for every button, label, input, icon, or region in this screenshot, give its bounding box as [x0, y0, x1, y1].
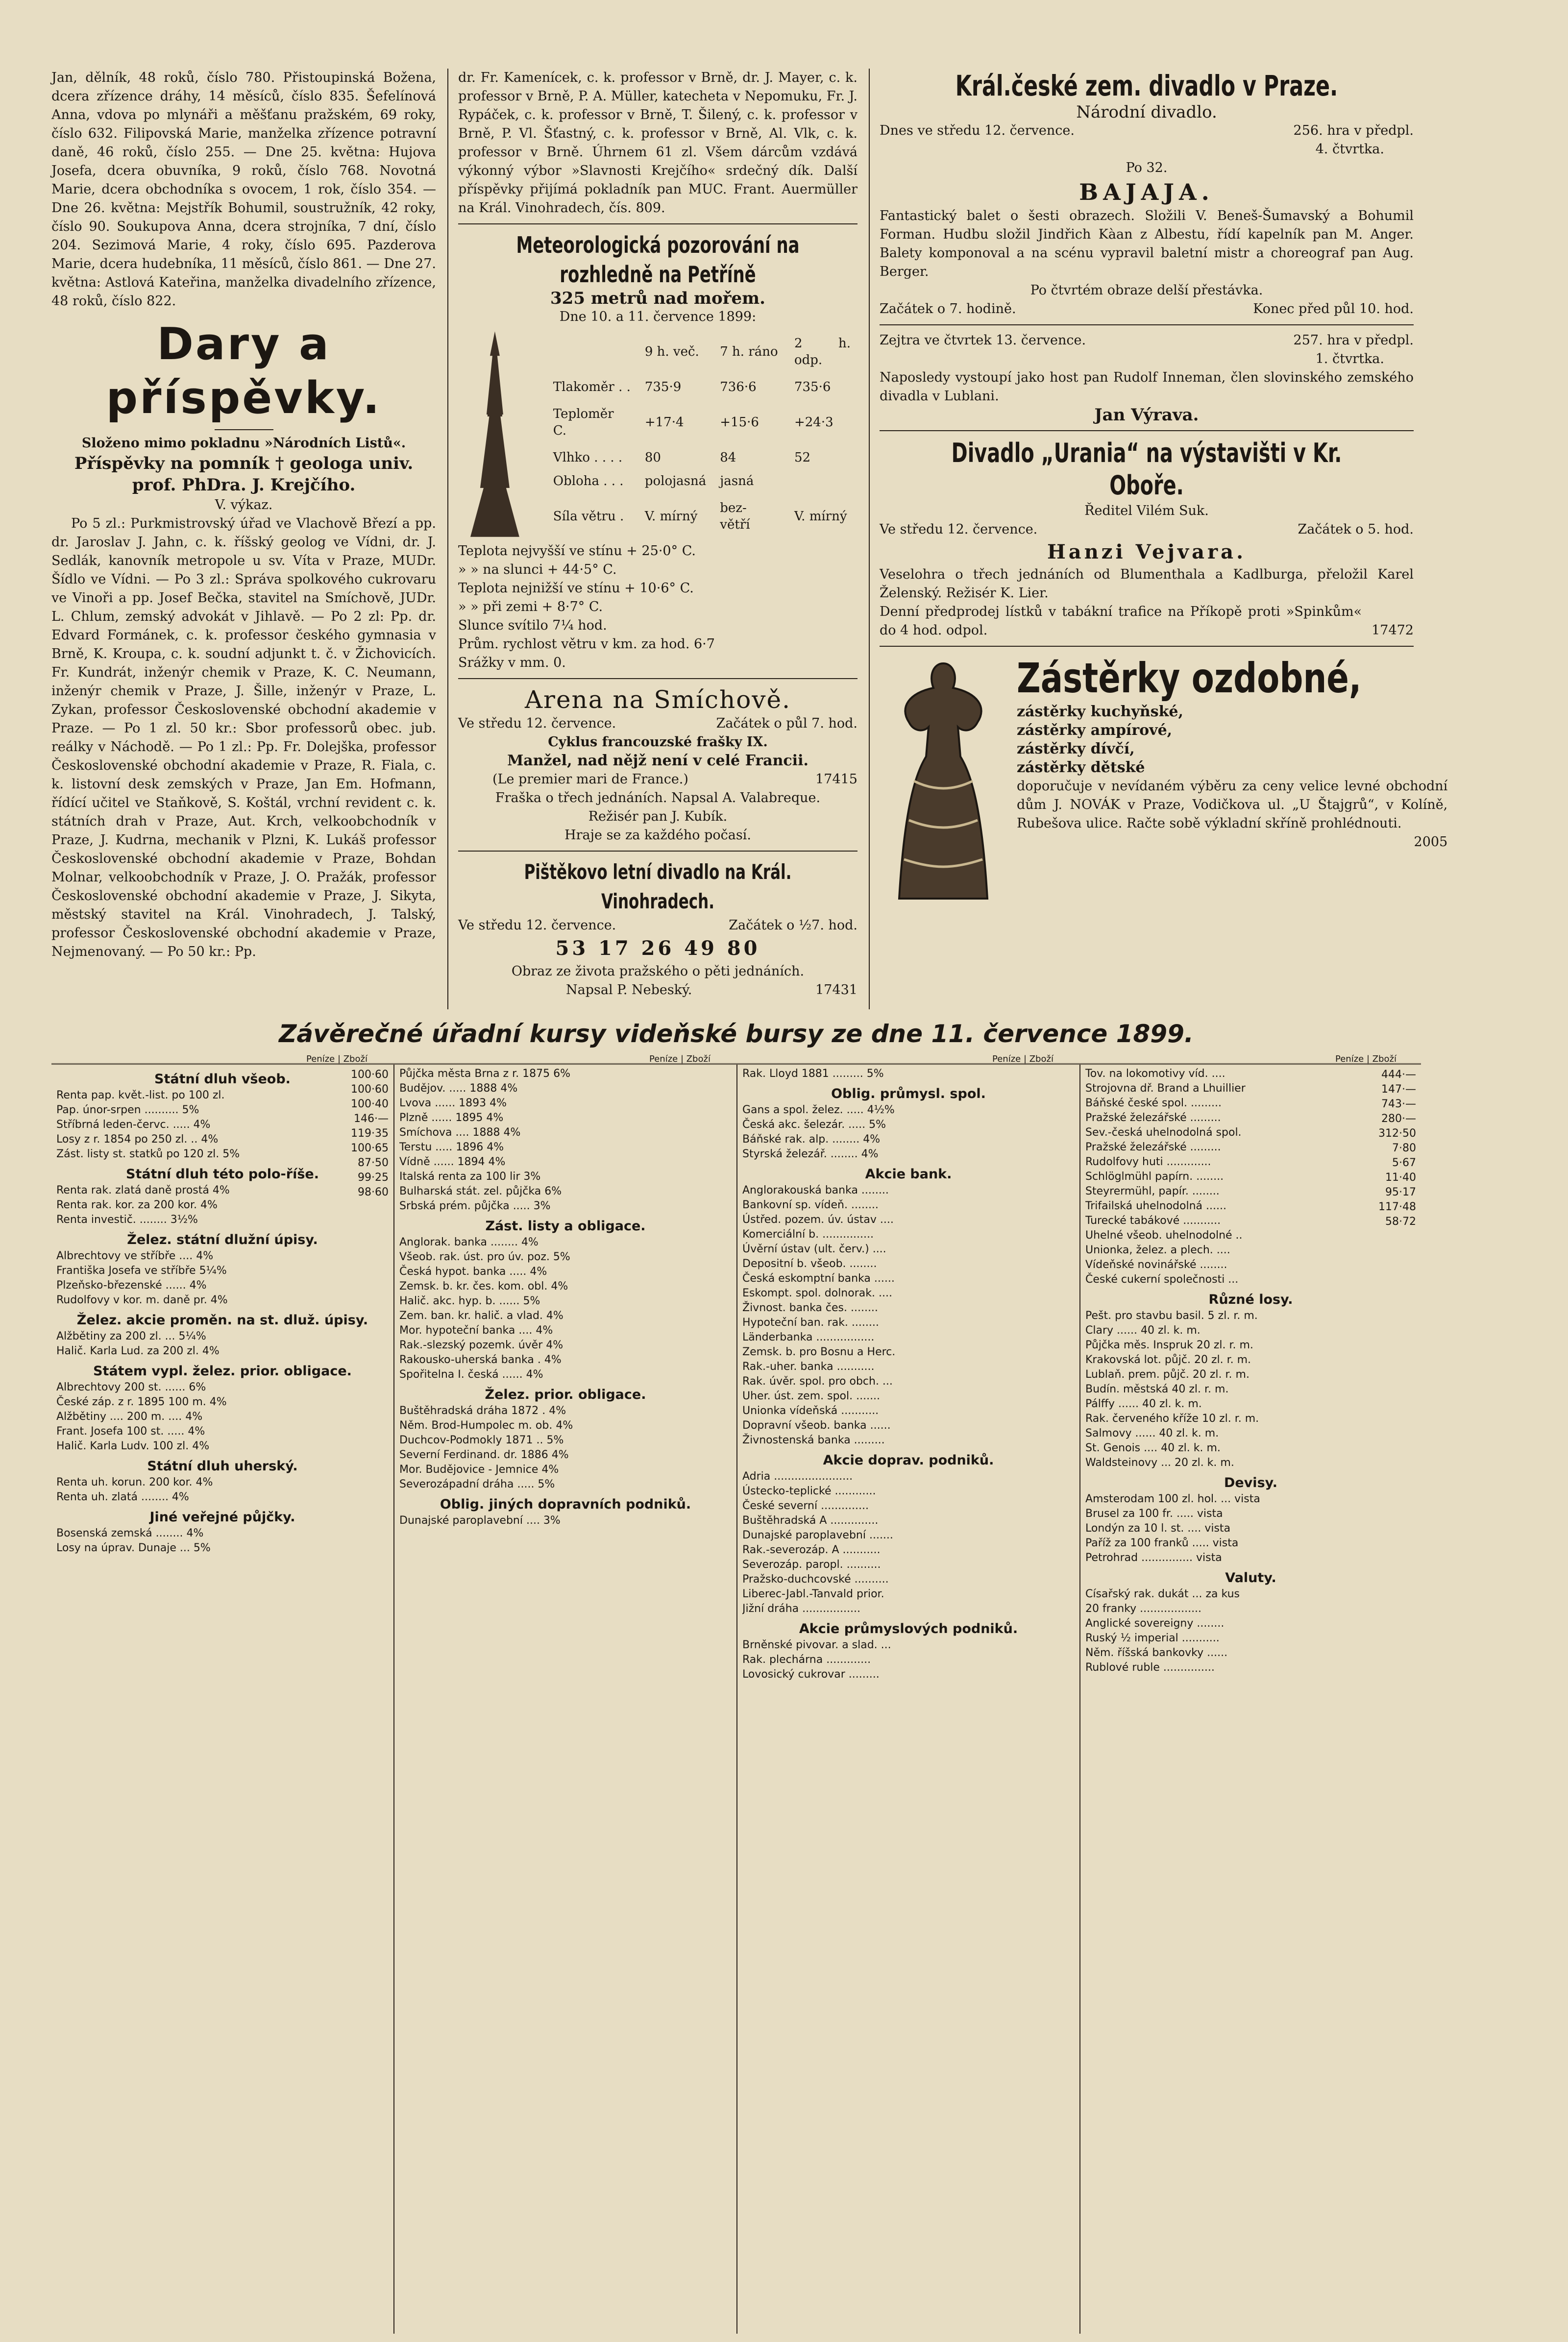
nd2-performance: 257. hra v předpl.: [1293, 333, 1414, 348]
exchange-row: České severní ..............: [742, 1500, 869, 1512]
exchange-column-1: [51, 1054, 394, 2334]
exchange-row: Severní Ferdinand. dr. 1886 4%: [399, 1449, 569, 1461]
exchange-title: Závěrečné úřadní kursy videňské bursy ze dne 11. července 1899.: [279, 1020, 1194, 1048]
exchange-row: Jižní dráha .................: [742, 1603, 860, 1615]
meteo-value: jasná: [720, 474, 754, 488]
meteo-value: 735·6: [794, 380, 831, 394]
arena-play: Manžel, nad nějž není v celé Francii.: [507, 752, 808, 769]
nd-start: Začátek o 7. hodině.: [880, 301, 1016, 317]
exchange-section-heading: Želez. akcie proměn. na st. dluž. úpisy.: [76, 1313, 368, 1328]
exchange-row: Rudolfovy v kor. m. daně pr. 4%: [56, 1294, 228, 1306]
national-theatre-title: Král.české zem. divadlo v Praze.: [955, 69, 1338, 102]
exchange-section-heading: Státní dluh této polo-říše.: [126, 1167, 319, 1182]
exchange-row: Sev.-česká uhelnodolná spol.: [1085, 1126, 1242, 1139]
divider: [880, 430, 1414, 431]
exchange-row: Dopravní všeob. banka ......: [742, 1419, 891, 1432]
exchange-row: Dunajské paroplavební .... 3%: [399, 1514, 561, 1527]
column-1: [51, 69, 436, 961]
exchange-row: Lublaň. prem. půjč. 20 zl. r. m.: [1085, 1368, 1250, 1381]
nd-po: Po 32.: [1126, 160, 1168, 175]
meteo-value: +15·6: [720, 415, 759, 430]
exchange-row: Renta rak. kor. za 200 kor. 4%: [56, 1199, 218, 1211]
price-value: 95·17: [1385, 1186, 1416, 1198]
pistek-play: Obraz ze života pražského o pěti jednáních.: [511, 964, 805, 979]
exchange-row: Duchcov-Podmokly 1871 .. 5%: [399, 1434, 564, 1446]
price-column: [1378, 1068, 1416, 1229]
exchange-row: Unionka vídeňská ...........: [742, 1405, 879, 1417]
meteo-note: Slunce svítilo 7¼ hod.: [458, 618, 607, 633]
divider: [458, 851, 858, 852]
nd-end: Konec před půl 10. hod.: [1253, 301, 1414, 317]
exchange-row: Česká akc. šelezár. ..... 5%: [742, 1119, 886, 1131]
exchange-section-heading: Oblig. jiných dopravních podniků.: [440, 1497, 691, 1512]
urania-description: Veselohra o třech jednáních od Blumenthala a Kadlburga, přeložil Karel Želenský. Režisér K. Lier.: [880, 567, 1414, 601]
divider: [458, 678, 858, 679]
price-value: 444·—: [1381, 1069, 1416, 1081]
exchange-row: Plzeňsko-březenské ...... 4%: [56, 1279, 207, 1292]
exchange-row: Schlöglmühl papírn. ........: [1085, 1171, 1224, 1183]
meteo-value: +24·3: [794, 415, 833, 430]
exchange-row: Severozáp. paropl. ..........: [742, 1559, 881, 1571]
price-value: 11·40: [1385, 1171, 1416, 1184]
nd-play: BAJAJA.: [1079, 179, 1214, 205]
exchange-row: Renta uh. zlatá ........ 4%: [56, 1491, 189, 1503]
meteo-row: [546, 375, 858, 399]
exchange-row: Rudolfovy huti .............: [1085, 1156, 1211, 1168]
ad-line: zástěrky ampírové,: [1017, 722, 1173, 739]
arena-cycle: Cyklus francouzské frašky IX.: [548, 734, 768, 750]
exchange-row: Renta rak. zlatá daně prostá 4%: [56, 1184, 230, 1196]
exchange-row: Clary ...... 40 zl. k. m.: [1085, 1324, 1200, 1337]
meteo-row: [546, 493, 858, 540]
pistek-author: Napsal P. Nebeský.: [566, 982, 692, 998]
exchange-row: Halič. Karla Ludv. 100 zl. 4%: [56, 1440, 210, 1452]
exchange-row: Rublové ruble ...............: [1085, 1661, 1215, 1674]
ad-text: doporučuje v nevídaném výběru za ceny velice levné obchodní dům J. NOVÁK v Praze, Vodičkova ul. „U Štajgrů“, v Kolíně, Rubešova ulice. Račte sobě výkladní skříně prohlédnouti.: [1017, 779, 1448, 831]
exchange-row: Srbská prém. půjčka ..... 3%: [399, 1200, 551, 1212]
exchange-row: Rak. červeného kříže 10 zl. r. m.: [1085, 1413, 1259, 1425]
meteo-note: Teplota nejnižší ve stínu + 10·6° C.: [458, 581, 694, 596]
exchange-row: Ústřed. pozem. úv. ústav ....: [742, 1214, 894, 1226]
urania-number: 17472: [1372, 623, 1414, 638]
exchange-row: Alžbětiny .... 200 m. .... 4%: [56, 1411, 203, 1423]
exchange-row: Pražsko-duchcovské ..........: [742, 1573, 889, 1586]
exchange-row: Tov. na lokomotivy víd. ....: [1085, 1068, 1225, 1080]
exchange-row: Uher. úst. zem. spol. .......: [742, 1390, 881, 1402]
column-header-money: Peníze | Zboží: [649, 1054, 710, 1064]
meteo-value: +17·4: [644, 415, 684, 430]
exchange-row: Bankovní sp. vídeň. ........: [742, 1199, 879, 1211]
exchange-row: Rak. úvěr. spol. pro obch. ...: [742, 1375, 893, 1388]
exchange-row: Brusel za 100 fr. ..... vista: [1085, 1508, 1223, 1520]
nd-description: Fantastický balet o šesti obrazech. Složili V. Beneš-Šumavský a Bohumil Forman. Hudbu složil Jindřich Kàan z Albestu, řídí kapelník pan M. Anger. Balety komponoval a na scénu vypravil baletní mistr a choreograf pan Aug. Berger.: [880, 208, 1414, 279]
nd-date: Dnes ve středu 12. července.: [880, 123, 1075, 138]
exchange-section-heading: Valuty.: [1225, 1570, 1276, 1586]
exchange-row: Steyrermühl, papír. ........: [1085, 1185, 1220, 1197]
exchange-row: Zást. listy st. statků po 120 zl. 5%: [56, 1148, 240, 1160]
exchange-row: Mor. hypoteční banka .... 4%: [399, 1324, 553, 1337]
exchange-row: Losy z r. 1854 po 250 zl. .. 4%: [56, 1133, 219, 1146]
exchange-row: Halič. akc. hyp. b. ...... 5%: [399, 1295, 540, 1307]
exchange-row: Renta investič. ........ 3½%: [56, 1214, 198, 1226]
urania-director: Ředitel Vilém Suk.: [1084, 503, 1209, 518]
arena-date: Ve středu 12. července.: [458, 716, 616, 731]
exchange-row: Italská renta za 100 lir 3%: [399, 1171, 541, 1183]
meteo-note: Prům. rychlost větru v km. za hod. 6·7: [458, 636, 715, 652]
exchange-row: Rak.-slezský pozemk. úvěr 4%: [399, 1339, 564, 1351]
meteo-col-head: 2 h. odp.: [794, 336, 851, 367]
nd2-play: Jan Výrava.: [1094, 405, 1199, 425]
exchange-row: Česká eskomptní banka ......: [742, 1272, 895, 1285]
exchange-row: Frant. Josefa 100 st. ..... 4%: [56, 1425, 205, 1438]
exchange-column-2: [394, 1054, 737, 2334]
exchange-row: Zemsk. b. kr. čes. kom. obl. 4%: [399, 1280, 568, 1293]
meteo-row: [546, 469, 858, 493]
exchange-row: Spořitelna I. česká ...... 4%: [399, 1368, 543, 1381]
urania-title: Divadlo „Urania“ na výstavišti v Kr. Oboře.: [951, 438, 1342, 501]
pistek-numbers: 53 17 26 49 80: [555, 937, 760, 960]
exchange-section-heading: Akcie průmyslových podniků.: [799, 1621, 1018, 1636]
pistek-date: Ve středu 12. července.: [458, 918, 616, 933]
exchange-row: České cukerní společnosti ...: [1085, 1273, 1239, 1286]
exchange-row: Halič. Karla Lud. za 200 zl. 4%: [56, 1345, 220, 1357]
exchange-column-4: [1080, 1054, 1421, 2334]
exchange-row: Salmovy ...... 40 zl. k. m.: [1085, 1427, 1219, 1439]
exchange-row: Buštěhradská A ..............: [742, 1514, 879, 1527]
exchange-row: Báňské rak. alp. ........ 4%: [742, 1133, 881, 1146]
price-value: 147·—: [1381, 1083, 1416, 1096]
exchange-row: Rakousko-uherská banka . 4%: [399, 1354, 562, 1366]
price-value: 98·60: [358, 1186, 389, 1198]
exchange-row: Úvěrní ústav (ult. červ.) ....: [742, 1243, 886, 1255]
exchange-row: Česká hypot. banka ..... 4%: [399, 1266, 547, 1278]
meteo-note: Teplota nejvyšší ve stínu + 25·0° C.: [458, 543, 696, 559]
donations-sub2: Příspěvky na pomník † geologa univ. prof. PhDra. J. Krejčího.: [74, 454, 414, 495]
exchange-row: Rak.-uher. banka ...........: [742, 1361, 875, 1373]
exchange-section-heading: Želez. prior. obligace.: [485, 1387, 646, 1402]
exchange-row: Lvova ...... 1893 4%: [399, 1097, 507, 1109]
meteo-value: 735·9: [644, 380, 682, 394]
column-2: [458, 69, 858, 1000]
exchange-row: Petrohrad ............... vista: [1085, 1552, 1222, 1564]
exchange-row: Unionka, želez. a plech. ....: [1085, 1244, 1230, 1256]
exchange-row: Živnostenská banka .........: [742, 1434, 885, 1446]
exchange-section-heading: Jiné veřejné půjčky.: [149, 1510, 295, 1525]
price-value: 146·—: [354, 1113, 389, 1125]
meteo-title: Meteorologická pozorování na rozhledně na Petříně: [516, 232, 800, 288]
exchange-row: Trifailská uhelnodolná ......: [1085, 1200, 1226, 1212]
exchange-row: Anglorak. banka ........ 4%: [399, 1236, 539, 1248]
urania-play: Hanzi Vejvara.: [1047, 540, 1246, 563]
donations-sub3: V. výkaz.: [215, 497, 273, 512]
exchange-row: Živnost. banka čes. ........: [742, 1302, 878, 1314]
exchange-section-heading: Želez. státní dlužní úpisy.: [127, 1232, 318, 1247]
exchange-row: Komerciální b. ...............: [742, 1228, 874, 1241]
ad-number: 2005: [1414, 834, 1448, 850]
exchange-row: Půjčka měs. Inspruk 20 zl. r. m.: [1085, 1339, 1253, 1351]
exchange-row: Albrechtovy 200 st. ...... 6%: [56, 1381, 206, 1393]
exchange-row: Něm. říšská bankovky ......: [1085, 1647, 1228, 1659]
meteo-value: [787, 469, 858, 493]
exchange-row: St. Genois .... 40 zl. k. m.: [1085, 1442, 1221, 1454]
price-value: 99·25: [358, 1171, 389, 1184]
exchange-row: Půjčka města Brna z r. 1875 6%: [399, 1068, 570, 1080]
exchange-row: Liberec-Jabl.-Tanvald prior.: [742, 1588, 884, 1600]
arena-description: Fraška o třech jednáních. Napsal A. Valabreque.: [495, 790, 821, 805]
exchange-row: Pálffy ...... 40 zl. k. m.: [1085, 1398, 1202, 1410]
exchange-row: Paříž za 100 franků ..... vista: [1085, 1537, 1239, 1549]
meteo-note: » » při zemi + 8·7° C.: [458, 599, 603, 614]
exchange-row: Turecké tabákové ...........: [1085, 1215, 1221, 1227]
ad-line: zástěrky kuchyňské,: [1017, 703, 1183, 720]
nd-performance: 256. hra v předpl.: [1293, 123, 1414, 138]
ad-line: zástěrky dívčí,: [1017, 740, 1135, 757]
exchange-row: Eskompt. spol. dolnorak. ....: [742, 1287, 892, 1299]
price-value: 7·80: [1392, 1142, 1416, 1154]
exchange-row: Gans a spol. želez. ..... 4½%: [742, 1104, 895, 1116]
meteo-col-head: 7 h. ráno: [720, 344, 778, 359]
exchange-row: Zemsk. b. pro Bosnu a Herc.: [742, 1346, 896, 1358]
exchange-row: Bosenská zemská ........ 4%: [56, 1527, 204, 1539]
exchange-row: Buštěhradská dráha 1872 . 4%: [399, 1405, 566, 1417]
price-value: 87·50: [358, 1157, 389, 1169]
exchange-row: Uhelné všeob. uhelnodolné ..: [1085, 1229, 1243, 1242]
exchange-row: Krakovská lot. půjč. 20 zl. r. m.: [1085, 1354, 1251, 1366]
arena-title: Arena na Smíchově.: [524, 685, 791, 714]
exchange-row: Adria .......................: [742, 1470, 853, 1483]
arena-number: 17415: [815, 772, 858, 787]
donations-heading: Dary a příspěvky.: [106, 318, 382, 424]
exchange-row: Alžbětiny za 200 zl. ... 5¼%: [56, 1330, 206, 1342]
exchange-row: Císařský rak. dukát ... za kus: [1085, 1588, 1240, 1600]
exchange-row: Bulharská stát. zel. půjčka 6%: [399, 1185, 562, 1197]
price-value: 100·40: [351, 1098, 389, 1110]
exchange-section-heading: Zást. listy a obligace.: [485, 1219, 646, 1234]
meteo-value: 84: [720, 450, 736, 465]
exchange-row: Renta pap. květ.-list. po 100 zl.: [56, 1089, 225, 1101]
exchange-row: Albrechtovy ve stříbře .... 4%: [56, 1250, 214, 1262]
exchange-row: Mor. Budějovice - Jemnice 4%: [399, 1464, 559, 1476]
column-rule: [869, 69, 870, 1009]
divider: [458, 223, 858, 224]
meteo-value: bez- větří: [720, 501, 750, 532]
urania-sale: Denní předprodej lístků v tabákní trafice na Příkopě proti »Spinkům« do 4 hod. odpol.: [880, 604, 1362, 638]
price-value: 117·48: [1378, 1201, 1416, 1213]
meteo-value: polojasná: [644, 474, 707, 488]
exchange-table: [51, 1054, 1421, 2334]
exchange-row: Pap. únor-srpen .......... 5%: [56, 1104, 199, 1116]
meteo-note: Srážky v mm. 0.: [458, 655, 566, 670]
price-value: 5·67: [1392, 1157, 1416, 1169]
donations-continued: dr. Fr. Kamenícek, c. k. professor v Brně, dr. J. Mayer, c. k. professor v Brně, P. A. Müller, katecheta v Nepomuku, Fr. J. Rypáček, c. k. professor v Brně, T. Šilený, c. k. professor v Brně, P. Vl. Šťastný, c. k. professor v Brně, Al. Vlk, c. k. professor v Brně. Úhrnem 61 zl. Všem dárcům vzdává výkonný výbor »Slavnosti Krejčího« srdečný dík. Další příspěvky přijímá pokladník pan MUC. Frant. Auermüller na Král. Vinohradech, čís. 809.: [458, 70, 858, 216]
exchange-row: Brněnské pivovar. a slad. ...: [742, 1639, 891, 1651]
exchange-row: Depositní b. všeob. ........: [742, 1258, 877, 1270]
donations-body: Po 5 zl.: Purkmistrovský úřad ve Vlachově Březí a pp. dr. Jaroslav J. Jahn, c. k. říšský geolog ve Vídni, dr. J. Sedlák, kanovník metropole u sv. Víta v Praze, MUDr. Šídlo ve Vídni. — Po 3 zl.: Správa spolkového cukrovaru ve Vinoři a pp. Josef Bečka, stavitel na Smíchově, JUDr. L. Chlum, zemský advokát v Jihlavě. — Po 2 zl: Pp. dr. Edvard Formánek, c. k. professor českého gymnasia v Brně, K. Kroupa, c. k. soudní adjunkt t. č. v Žichovicích. Fr. Kundrát, inženýr chemik v Praze, K. C. Neumann, inženýr chemik v Praze, J. Šille, inženýr v Praze, L. Zykan, professor Československé obchodní akademie v Praze. — Po 1 zl. 50 kr.: Sbor professorů obec. jub. reálky v Náchodě. — Po 1 zl.: Pp. Fr. Dolejška, professor Československé obchodní akademie v Praze, R. Fiala, c. k. listovní desk zemských v Praze, Jan Em. Hofmann, řídící učitel ve Staňkově, S. Koštál, vrchní revident c. k. státních drah v Praze, Aut. Krch, velkoobchodník v Praze, J. Kudrna, mechanik v Plzni, K. Lukáš professor Československé obchodní akademie v Praze, Bohdan Molnar, velkoobchodník v Praze, J. O. Pražák, professor Československé obchodní akademie v Praze, J. Sikyta, městský stavitel na Král. Vinohradech, J. Talský, professor Československé obchodní akademie v Praze, Nejmenovaný. — Po 50 kr.: Pp.: [51, 516, 436, 959]
exchange-row: Rak. plechárna .............: [742, 1654, 871, 1666]
donations-sub1: Složeno mimo pokladnu »Národních Listů«.: [81, 436, 406, 451]
price-value: 312·50: [1378, 1127, 1416, 1140]
price-value: 100·60: [351, 1083, 389, 1096]
exchange-row: Anglické sovereigny ........: [1085, 1617, 1225, 1630]
nd2-quarter: 1. čtvrtka.: [1315, 351, 1384, 366]
ad-title: Zástěrky ozdobné,: [1017, 654, 1362, 702]
meteo-col-head: 9 h. več.: [644, 344, 699, 359]
meteo-value: 80: [644, 450, 661, 465]
exchange-section-heading: Devisy.: [1224, 1475, 1278, 1490]
exchange-section-heading: Akcie doprav. podniků.: [823, 1453, 994, 1468]
meteo-value: 736·6: [720, 380, 757, 394]
exchange-row: 20 franky ..................: [1085, 1603, 1202, 1615]
petrin-tower-icon: [458, 326, 532, 542]
exchange-row: Hypoteční ban. rak. ........: [742, 1317, 879, 1329]
price-value: 119·35: [351, 1127, 389, 1140]
exchange-row: Pešt. pro stavbu basil. 5 zl. r. m.: [1085, 1310, 1258, 1322]
exchange-row: Lovosický cukrovar .........: [742, 1668, 880, 1681]
meteo-height: 325 metrů nad mořem.: [550, 289, 765, 308]
exchange-row: Všeob. rak. úst. pro úv. poz. 5%: [399, 1251, 570, 1263]
exchange-row: Budějov. ..... 1888 4%: [399, 1082, 518, 1095]
exchange-row: Severozápadní dráha ..... 5%: [399, 1478, 555, 1490]
exchange-row: Ústecko-teplické ............: [742, 1485, 876, 1497]
price-value: 280·—: [1381, 1113, 1416, 1125]
exchange-row: Terstu ..... 1896 4%: [399, 1141, 504, 1153]
exchange-row: Waldsteinovy ... 20 zl. k. m.: [1085, 1457, 1234, 1469]
exchange-row: Plzně ...... 1895 4%: [399, 1112, 504, 1124]
column-header-money: Peníze | Zboží: [1335, 1054, 1396, 1064]
arena-start: Začátek o půl 7. hod.: [716, 716, 858, 731]
national-theatre-sub: Národní divadlo.: [1076, 102, 1217, 122]
exchange-row: Budín. městská 40 zl. r. m.: [1085, 1383, 1229, 1395]
exchange-row: Styrská železář. ........ 4%: [742, 1148, 879, 1160]
meteo-value: 52: [794, 450, 811, 465]
column-rule: [447, 69, 448, 1009]
meteo-note: » » na slunci + 44·5° C.: [458, 562, 617, 577]
price-value: 58·72: [1385, 1216, 1416, 1228]
exchange-row: Dunajské paroplavební .......: [742, 1529, 893, 1541]
divider: [880, 646, 1414, 647]
exchange-row: České záp. z r. 1895 100 m. 4%: [56, 1396, 227, 1408]
urania-date: Ve středu 12. července.: [880, 522, 1038, 537]
exchange-row: Länderbanka .................: [742, 1331, 875, 1343]
exchange-row: Renta uh. korun. 200 kor. 4%: [56, 1476, 213, 1488]
exchange-row: Rak.-severozáp. A ...........: [742, 1544, 881, 1556]
meteo-label: Obloha . . .: [553, 474, 624, 488]
exchange-row: Strojovna dř. Brand a Lhuillier: [1085, 1082, 1246, 1095]
exchange-row: Londýn za 10 l. st. .... vista: [1085, 1522, 1231, 1535]
exchange-row: Něm. Brod-Humpolec m. ob. 4%: [399, 1419, 573, 1432]
exchange-row: Smíchova .... 1888 4%: [399, 1126, 521, 1139]
meteo-value: V. mírný: [794, 509, 847, 524]
meteo-label: Teploměr C.: [553, 407, 614, 438]
apron-dress-icon: [880, 654, 1007, 908]
column-3: [880, 69, 1448, 908]
meteo-row: [546, 399, 858, 446]
meteo-label: Vlhko . . . .: [553, 450, 623, 465]
arena-director: Režisér pan J. Kubík.: [588, 809, 728, 824]
exchange-row: Pražské železářské .........: [1085, 1141, 1221, 1153]
ad-line: zástěrky dětské: [1017, 759, 1145, 776]
exchange-section-heading: Státem vypl. želez. prior. obligace.: [93, 1364, 352, 1379]
column-header-money: Peníze | Zboží: [306, 1054, 368, 1064]
exchange-row: Františka Josefa ve stříbře 5¼%: [56, 1265, 227, 1277]
meteo-dates: Dne 10. a 11. července 1899:: [559, 309, 757, 324]
exchange-section-heading: Státní dluh uherský.: [147, 1459, 298, 1474]
exchange-row: Vídeňské novinářské ........: [1085, 1259, 1227, 1271]
exchange-column-3: [737, 1054, 1080, 2334]
column-header-money: Peníze | Zboží: [992, 1054, 1054, 1064]
exchange-row: Zem. ban. kr. halič. a vlad. 4%: [399, 1310, 564, 1322]
newspaper-page: [51, 69, 1448, 2342]
exchange-section-heading: Akcie bank.: [865, 1167, 952, 1182]
exchange-section-heading: Různé losy.: [1208, 1292, 1293, 1307]
price-value: 743·—: [1381, 1098, 1416, 1110]
divider: [880, 324, 1414, 325]
exchange-row: Vídně ...... 1894 4%: [399, 1156, 506, 1168]
meteo-value: V. mírný: [644, 509, 698, 524]
meteo-label: Tlakoměr . .: [553, 380, 631, 394]
exchange-row: Amsterodam 100 zl. hol. ... vista: [1085, 1493, 1260, 1505]
nd-quarter: 4. čtvrtka.: [1315, 142, 1384, 157]
price-column: [351, 1068, 389, 1200]
meteo-table: [546, 328, 858, 540]
pistek-number: 17431: [815, 982, 858, 998]
pistek-start: Začátek o ½7. hod.: [729, 918, 858, 933]
exchange-row: Rak. Lloyd 1881 ......... 5%: [742, 1068, 884, 1080]
exchange-row: Losy na úprav. Dunaje ... 5%: [56, 1542, 211, 1554]
meteo-row: [546, 446, 858, 469]
nd2-date: Zejtra ve čtvrtek 13. července.: [880, 333, 1086, 348]
exchange-row: Stříbrná leden-červc. ..... 4%: [56, 1119, 211, 1131]
divider: [215, 429, 273, 430]
exchange-row: Báňské české spol. .........: [1085, 1097, 1222, 1109]
urania-start: Začátek o 5. hod.: [1298, 522, 1414, 537]
nd2-description: Naposledy vystoupí jako host pan Rudolf Inneman, člen slovinského zemského divadla v Lublani.: [880, 370, 1414, 404]
meteo-label: Síla větru .: [553, 509, 624, 524]
arena-daily: Hraje se za každého počasí.: [564, 828, 751, 843]
pistek-title: Pištěkovo letní divadlo na Král. Vinohradech.: [524, 860, 792, 913]
exchange-row: Pražské železářské .........: [1085, 1112, 1221, 1124]
exchange-row: Ruský ½ imperial ...........: [1085, 1632, 1220, 1644]
price-value: 100·65: [351, 1142, 389, 1154]
exchange-section-heading: Oblig. průmysl. spol.: [831, 1086, 986, 1101]
apron-advertisement: [880, 654, 1448, 908]
arena-original-title: (Le premier mari de France.): [492, 772, 688, 787]
deaths-notice: Jan, dělník, 48 roků, číslo 780. Přistoupinská Božena, dcera zřízence dráhy, 14 měsíců, číslo 835. Šefelínová Anna, vdova po mlynáři a měšťanu pražském, 69 roky, číslo 632. Filipovská Marie, manželka zřízence potravní daně, 46 roků, číslo 255. — Dne 25. května: Hujova Josefa, dcera obuvníka, 9 roků, číslo 768. Novotná Marie, dcera obchodníka s ovocem, 1 rok, číslo 354. — Dne 26. května: Mejstřík Bohumil, soustružník, 42 roky, číslo 90. Soukupova Anna, dcera strojníka, 7 dní, číslo 204. Sezimová Marie, 4 roky, číslo 695. Pazderova Marie, dcera hudebníka, 11 měsíců, číslo 861. — Dne 27. května: Astlová Kateřina, manželka divadelního zřízence, 48 roků, číslo 822.: [51, 70, 436, 309]
nd-note: Po čtvrtém obraze delší přestávka.: [1030, 283, 1263, 298]
price-value: 100·60: [351, 1069, 389, 1081]
exchange-section-heading: Státní dluh všeob.: [154, 1072, 291, 1087]
exchange-row: Anglorakouská banka ........: [742, 1184, 889, 1196]
